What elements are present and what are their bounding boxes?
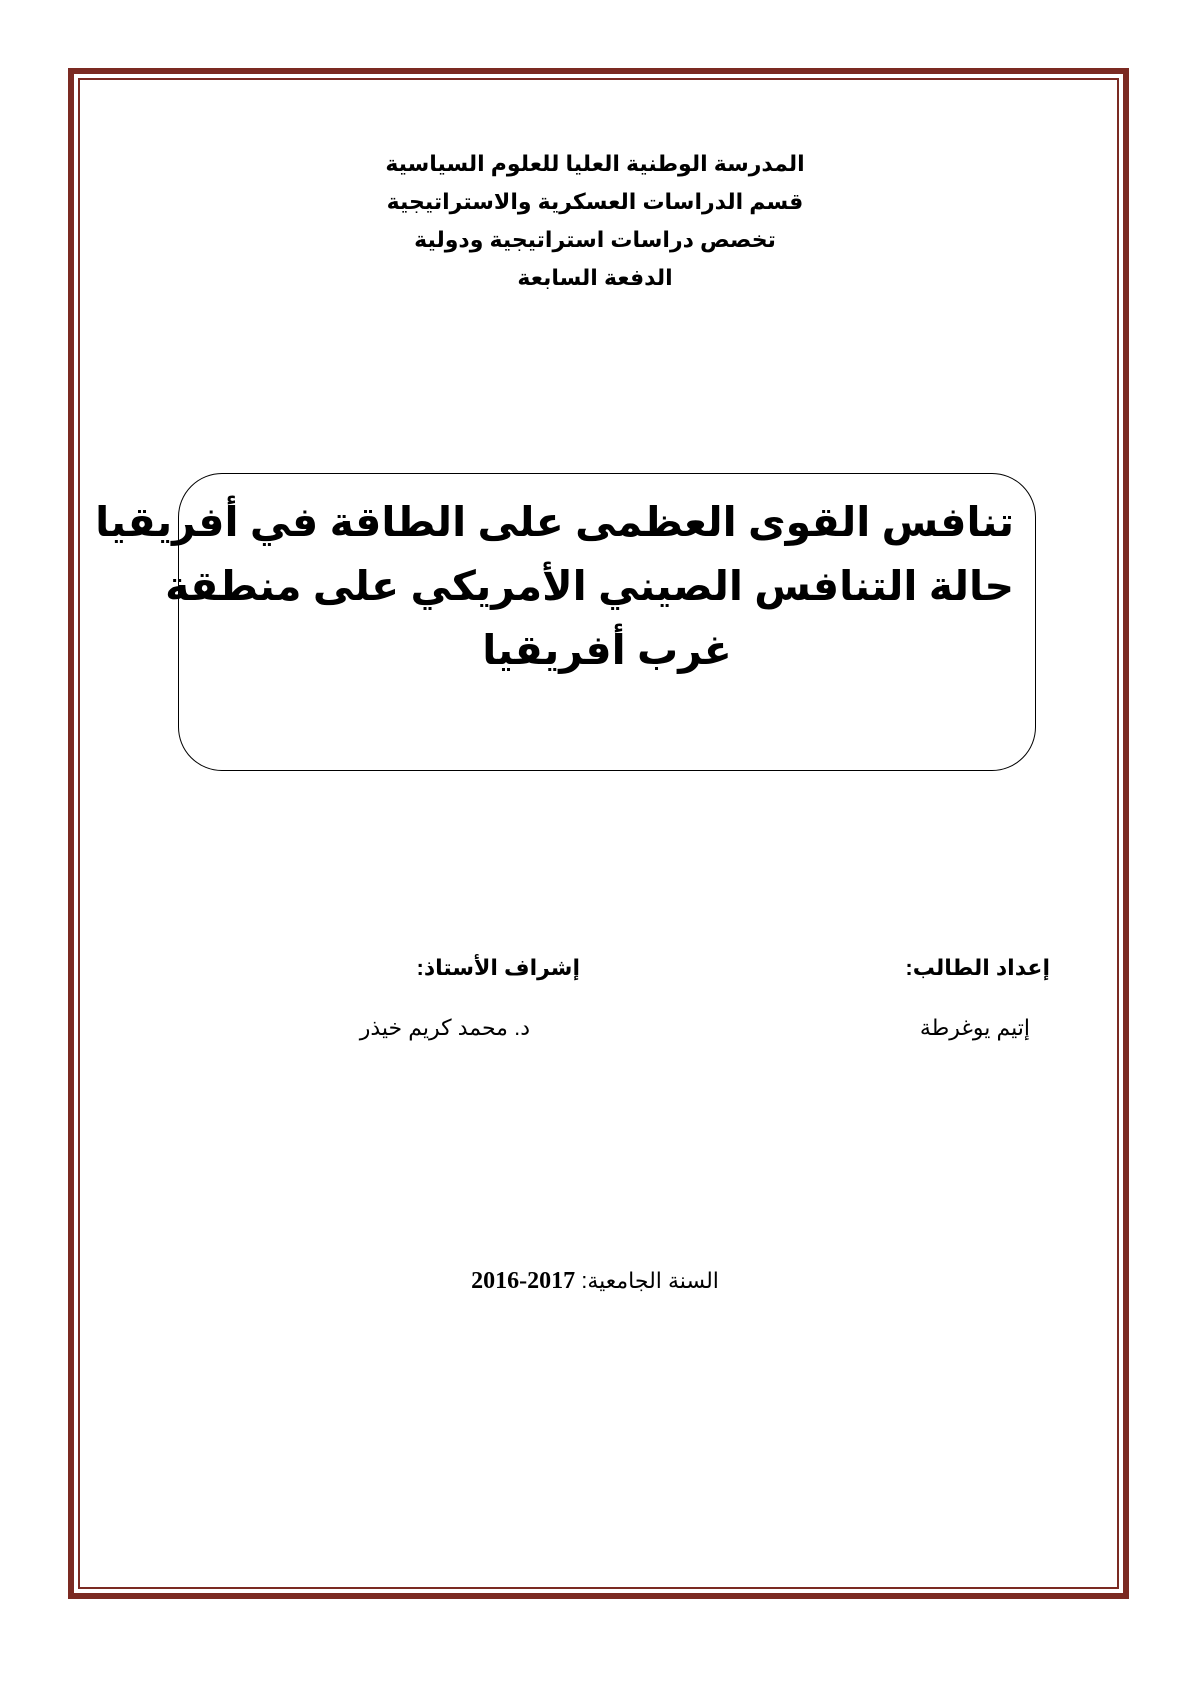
supervisor-name: د. محمد كريم خيذر — [359, 1015, 530, 1040]
cohort: الدفعة السابعة — [517, 265, 673, 290]
school-name: المدرسة الوطنية العليا للعلوم السياسية — [385, 151, 805, 176]
academic-year — [200, 1268, 990, 1295]
title-line-3: غرب أفريقيا — [482, 627, 732, 673]
student-name: إتيم يوغرطة — [919, 1015, 1030, 1040]
page-border-inner — [78, 78, 1119, 1589]
thesis-title — [95, 490, 1014, 682]
specialization: تخصص دراسات استراتيجية ودولية — [414, 227, 776, 252]
supervisor-label: إشراف الأستاذ: — [416, 955, 580, 980]
student-label: إعداد الطالب: — [905, 955, 1050, 980]
institution-header — [200, 145, 990, 297]
department-name: قسم الدراسات العسكرية والاستراتيجية — [386, 189, 804, 214]
title-line-2: حالة التنافس الصيني الأمريكي على منطقة — [165, 563, 1014, 609]
academic-year-value: 2016-2017 — [471, 1268, 576, 1294]
academic-year-label: السنة الجامعية: — [581, 1268, 719, 1293]
title-line-1: تنافس القوى العظمى على الطاقة في أفريقيا — [95, 499, 1014, 545]
